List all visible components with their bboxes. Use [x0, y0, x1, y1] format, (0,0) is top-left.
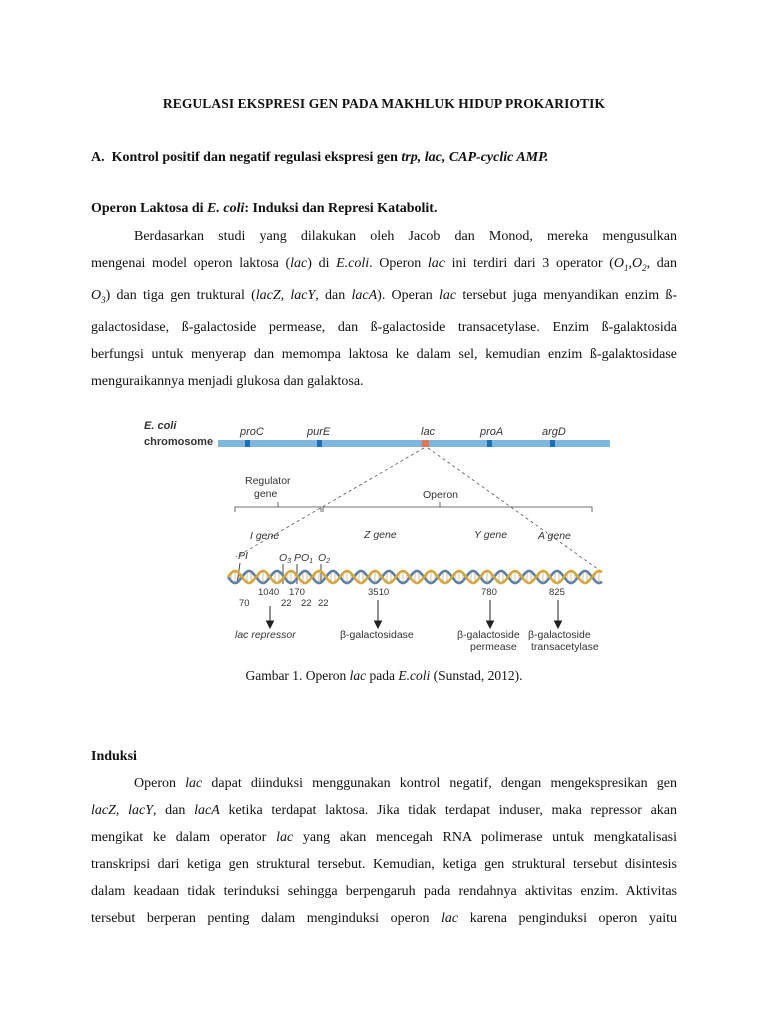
gene-label-proC: proC — [240, 426, 264, 438]
num-3510: 3510 — [368, 587, 390, 598]
section-a-text: Kontrol positif dan negatif regulasi ekspresi gen — [111, 150, 402, 165]
gene-label-lac: lac — [421, 426, 436, 438]
product-permease: permease — [470, 641, 517, 653]
subheading-post: : Induksi dan Represi Katabolit. — [244, 201, 438, 216]
regulator-label-2: gene — [254, 488, 278, 500]
z-gene-label: Z gene — [364, 529, 397, 541]
num-22-b: 22 — [301, 598, 312, 609]
caption-post: (Sunstad, 2012). — [430, 668, 523, 683]
section-a-italic: trp, lac, CAP-cyclic AMP. — [401, 150, 549, 165]
y-gene-label: Y gene — [474, 529, 508, 541]
marker-lac — [422, 440, 429, 447]
product-lac-repressor: lac repressor — [235, 629, 296, 641]
num-1040: 1040 — [258, 587, 280, 598]
site-PO1: PO1 — [294, 552, 314, 565]
gene-label-purE: purE — [307, 426, 331, 438]
site-O2: O2 — [318, 552, 331, 565]
p1-line-5: berfungsi untuk menyerap dan memompa laktosa ke dalam sel, kemudian enzim ß-galaktosidase — [91, 346, 677, 362]
lac-operon-figure — [140, 414, 616, 664]
arrow-lac-repressor-head — [267, 621, 274, 628]
paragraph-1 — [91, 223, 677, 395]
p1-line-1: Berdasarkan studi yang dilakukan oleh Jacob dan Monod, mereka mengusulkan — [134, 229, 677, 244]
product-transacetylase: transacetylase — [531, 641, 599, 653]
figure-ecoli-label: E. coli — [144, 420, 177, 432]
p2-line-4: transkripsi dari ketiga gen struktural tersebut. Kemudian, ketiga gen struktural tersebut disintesis — [91, 857, 677, 872]
marker-proC — [245, 440, 250, 447]
section-a-heading — [91, 150, 548, 166]
induksi-heading: Induksi — [91, 749, 137, 764]
marker-argD — [550, 440, 555, 447]
zoom-line-right — [428, 448, 602, 572]
p2-line-5: dalam keadaan tidak terinduksi sehingga berpengaruh pada rendahnya aktivitas enzim. Aktivitas — [91, 884, 677, 899]
p1-line-3: $O_3$) dan tiga gen truktural (lacZ, lacY, dan lacA). Operan lac tersebut juga menyandikan enzim ß- — [91, 287, 678, 305]
site-PI: PI — [238, 550, 248, 562]
p1-line-4: galactosidase, ß-galactoside permease, dan ß-galactoside transacetylase. Enzim ß-galaktosida — [91, 319, 677, 335]
figure-caption — [0, 668, 768, 684]
num-70-a: 70 — [239, 598, 250, 609]
num-780: 780 — [481, 587, 497, 598]
subheading-italic: E. coli — [207, 201, 245, 216]
gene-label-argD: argD — [542, 426, 566, 438]
regulator-label-1: Regulator — [245, 475, 291, 487]
product-galactoside-1: β-galactoside — [457, 629, 520, 641]
product-galactoside-2: β-galactoside — [528, 629, 591, 641]
caption-mid: pada — [366, 668, 399, 683]
p2-line-6: tersebut berperan penting dalam menginduksi operon lac karena penginduksi operon yaitu — [91, 911, 677, 926]
dna-helix — [228, 571, 602, 583]
gene-label-proA: proA — [480, 426, 504, 438]
marker-purE — [317, 440, 322, 447]
site-O3: O3 — [279, 552, 292, 565]
num-22-a: 22 — [281, 598, 292, 609]
product-galactosidase: β-galactosidase — [340, 629, 414, 641]
section-a-prefix: A. — [91, 150, 105, 165]
i-gene-label: I gene — [250, 530, 280, 542]
p1-line-6: menguraikannya menjadi glukosa dan galaktosa. — [91, 373, 364, 389]
operon-label: Operon — [423, 489, 459, 501]
caption-pre: Gambar 1. Operon — [245, 668, 350, 683]
num-825: 825 — [549, 587, 565, 598]
subheading-pre: Operon Laktosa di — [91, 201, 208, 216]
operon-subheading — [91, 201, 437, 217]
figure-chromosome-label: chromosome — [144, 436, 214, 448]
paragraph-2 — [91, 770, 677, 932]
num-22-c: 22 — [318, 598, 329, 609]
num-170: 170 — [289, 587, 305, 598]
p2-line-3: mengikat ke dalam operator lac yang akan mencegah RNA polimerase untuk mengkatalisasi — [91, 830, 677, 845]
p2-line-1: Operon lac dapat diinduksi menggunakan kontrol negatif, dengan mengekspresikan gen — [134, 776, 677, 791]
p1-line-2: mengenai model operon laktosa (lac) di E.coli. Operon lac ini terdiri dari 3 operator ($O_1,O_2$, dan — [91, 256, 677, 273]
a-gene-label: A gene — [538, 530, 571, 542]
marker-proA — [487, 440, 492, 447]
regulator-bracket — [235, 502, 321, 512]
p2-line-2: lacZ, lacY, dan lacA ketika terdapat laktosa. Jika tidak terdapat induser, maka repressor akan — [91, 803, 677, 818]
arrow-transacetylase-head — [555, 621, 562, 628]
caption-ecoli: E.coli — [398, 668, 431, 683]
operon-bracket — [323, 502, 592, 512]
caption-lac: lac — [349, 668, 367, 683]
arrow-permease-head — [487, 621, 494, 628]
document-title: REGULASI EKSPRESI GEN PADA MAKHLUK HIDUP PROKARIOTIK — [162, 96, 606, 111]
arrow-galactosidase-head — [375, 621, 382, 628]
